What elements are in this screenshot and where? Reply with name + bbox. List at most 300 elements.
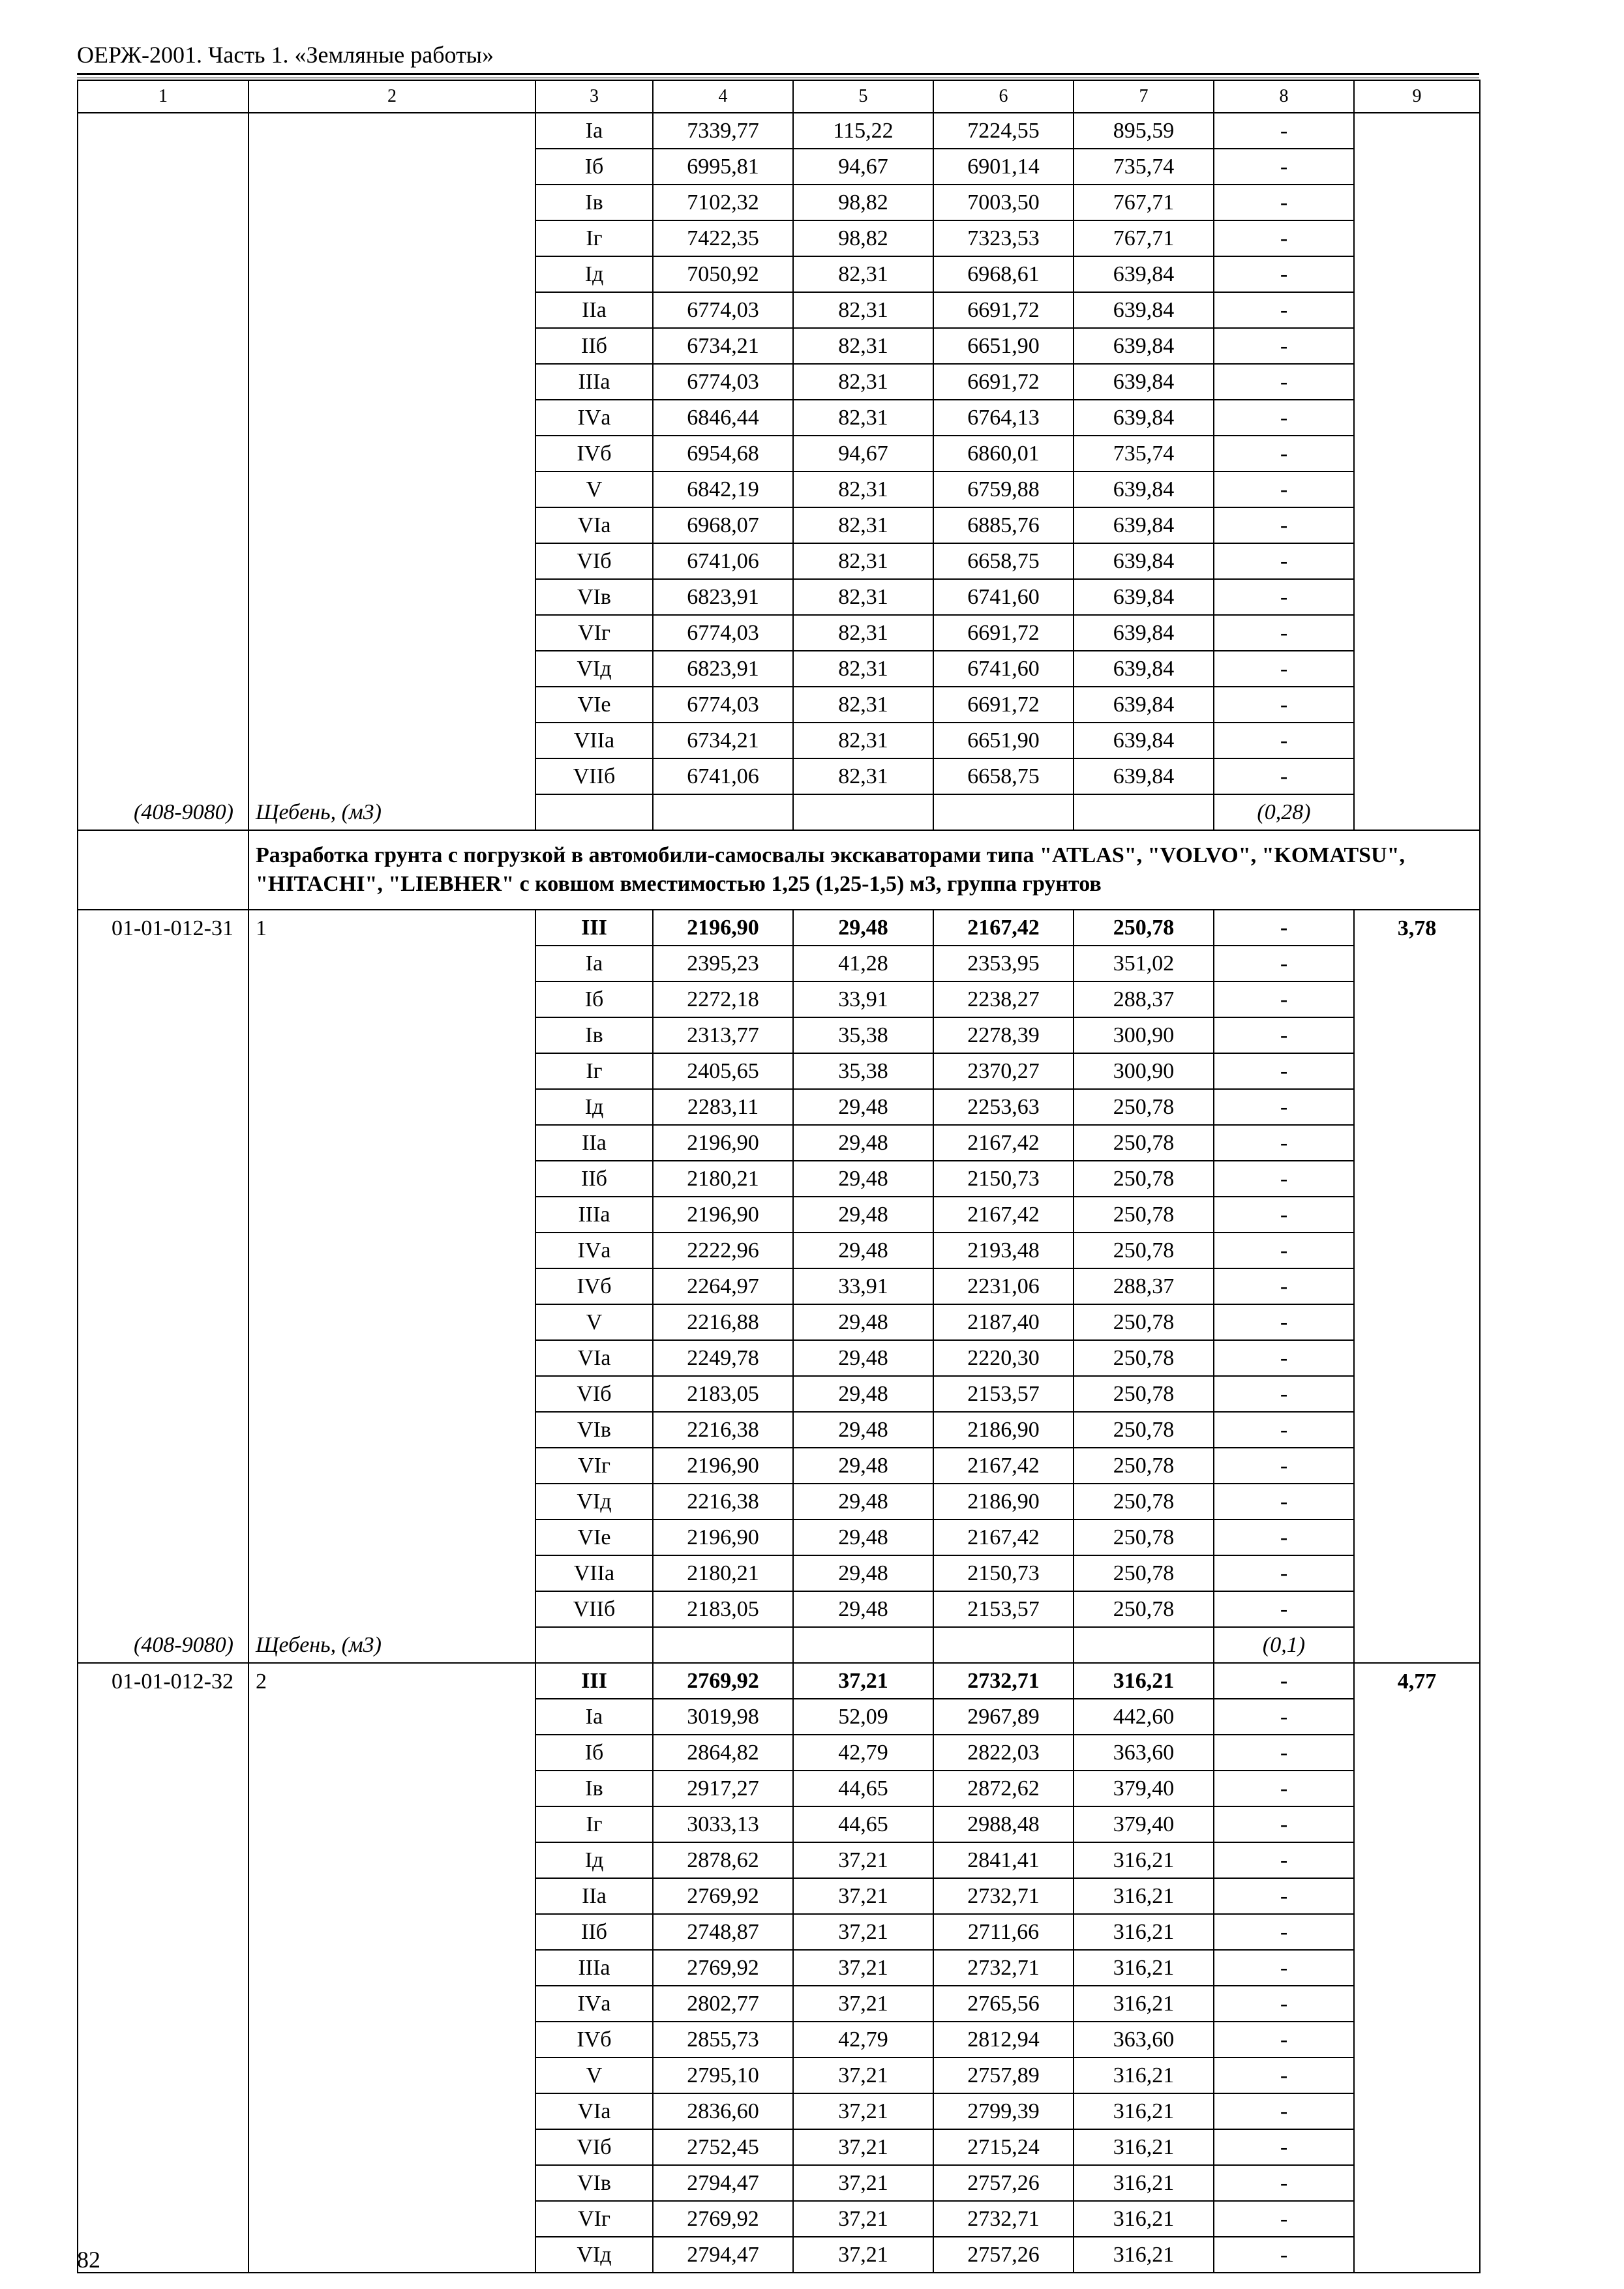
value-cell: 2841,41	[933, 1842, 1074, 1878]
code-cell	[78, 292, 248, 328]
section-title: Разработка грунта с погрузкой в автомобили-самосвалы экскаваторами типа "ATLAS", "VOLVO", "KOMATSU", "HITACHI", "LIEBHER" с ковшом вместимостью 1,25 (1,25-1,5) м3, группа грунтов	[248, 830, 1480, 910]
value-cell: 250,78	[1074, 1519, 1214, 1555]
value-cell: Iа	[535, 946, 653, 981]
value-cell: 2186,90	[933, 1484, 1074, 1519]
value-cell: 250,78	[1074, 910, 1214, 946]
code-cell	[78, 1448, 248, 1484]
value-cell: -	[1214, 1771, 1354, 1806]
col9-cell: 4,77	[1354, 1663, 1480, 1699]
value-cell: -	[1214, 723, 1354, 758]
col9-cell	[1354, 1304, 1480, 1340]
value-cell: 6968,07	[653, 507, 793, 543]
code-cell	[78, 256, 248, 292]
value-cell: -	[1214, 1484, 1354, 1519]
value-cell: -	[1214, 292, 1354, 328]
value-cell: 6774,03	[653, 615, 793, 651]
col9-cell	[1354, 1950, 1480, 1986]
table-row	[78, 2165, 1480, 2201]
value-cell: VIв	[535, 2165, 653, 2201]
value-cell: 52,09	[793, 1699, 933, 1735]
col9-cell	[1354, 149, 1480, 185]
value-cell: VIа	[535, 507, 653, 543]
value-cell: 82,31	[793, 364, 933, 400]
value-cell: -	[1214, 364, 1354, 400]
group-cell	[248, 1878, 535, 1914]
code-cell	[78, 1842, 248, 1878]
group-cell	[248, 687, 535, 723]
group-cell	[248, 1340, 535, 1376]
table-row	[78, 1161, 1480, 1197]
value-cell: 2196,90	[653, 1125, 793, 1161]
code-cell	[78, 185, 248, 220]
value-cell: -	[1214, 2165, 1354, 2201]
group-main-row	[78, 910, 1480, 946]
value-cell: 639,84	[1074, 687, 1214, 723]
value-cell: 250,78	[1074, 1161, 1214, 1197]
value-cell: 735,74	[1074, 149, 1214, 185]
value-cell: 29,48	[793, 1304, 933, 1340]
col9-cell	[1354, 2237, 1480, 2273]
group-cell	[248, 1950, 535, 1986]
table-row	[78, 1699, 1480, 1735]
value-cell: 6885,76	[933, 507, 1074, 543]
value-cell: 2872,62	[933, 1771, 1074, 1806]
group-cell	[248, 1735, 535, 1771]
group-cell	[248, 1161, 535, 1197]
value-cell: 6774,03	[653, 364, 793, 400]
value-cell: 82,31	[793, 507, 933, 543]
value-cell: 316,21	[1074, 1914, 1214, 1950]
table-row	[78, 1806, 1480, 1842]
value-cell: 2855,73	[653, 2022, 793, 2057]
value-cell: Iв	[535, 185, 653, 220]
value-cell: 7422,35	[653, 220, 793, 256]
table-row	[78, 2201, 1480, 2237]
value-cell: IVа	[535, 400, 653, 436]
group-cell	[248, 185, 535, 220]
col9-cell	[1354, 651, 1480, 687]
code-cell	[78, 543, 248, 579]
section-title-row	[78, 830, 1480, 910]
table-row	[78, 2093, 1480, 2129]
value-cell: 6842,19	[653, 471, 793, 507]
col9-cell	[1354, 1842, 1480, 1878]
col9-cell	[1354, 1053, 1480, 1089]
value-cell: IIа	[535, 292, 653, 328]
value-cell: 2249,78	[653, 1340, 793, 1376]
value-cell: 735,74	[1074, 436, 1214, 471]
value-cell: 2395,23	[653, 946, 793, 981]
table-row	[78, 615, 1480, 651]
code-cell: 01-01-012-32	[78, 1663, 248, 1699]
column-number-cell: 5	[793, 80, 933, 113]
value-cell: -	[1214, 2237, 1354, 2273]
value-cell: -	[1214, 1735, 1354, 1771]
value-cell: Iа	[535, 113, 653, 149]
value-cell: -	[1214, 1878, 1354, 1914]
value-cell: -	[1214, 1914, 1354, 1950]
col9-cell	[1354, 328, 1480, 364]
value-cell: 98,82	[793, 185, 933, 220]
value-cell: 6759,88	[933, 471, 1074, 507]
value-cell: 37,21	[793, 2165, 933, 2201]
group-cell	[248, 1304, 535, 1340]
value-cell: 7003,50	[933, 185, 1074, 220]
value-cell: -	[1214, 981, 1354, 1017]
value-cell: VIIб	[535, 758, 653, 794]
value-cell: 29,48	[793, 1519, 933, 1555]
value-cell: 6995,81	[653, 149, 793, 185]
value-cell: 6741,06	[653, 543, 793, 579]
table-row	[78, 1842, 1480, 1878]
value-cell: 82,31	[793, 651, 933, 687]
code-cell	[78, 2093, 248, 2129]
value-cell: 82,31	[793, 328, 933, 364]
value-cell: 316,21	[1074, 2165, 1214, 2201]
value-cell: 2769,92	[653, 1878, 793, 1914]
table-row	[78, 1089, 1480, 1125]
group-cell	[248, 1089, 535, 1125]
value-cell: 6734,21	[653, 328, 793, 364]
value-cell: 42,79	[793, 2022, 933, 2057]
group-cell	[248, 400, 535, 436]
table-row	[78, 1448, 1480, 1484]
table-row	[78, 1591, 1480, 1627]
value-cell: 2283,11	[653, 1089, 793, 1125]
value-cell: 2196,90	[653, 1197, 793, 1233]
code-cell	[78, 1125, 248, 1161]
value-cell: VIа	[535, 1340, 653, 1376]
group-cell	[248, 651, 535, 687]
value-cell: 2183,05	[653, 1376, 793, 1412]
value-cell: -	[1214, 1842, 1354, 1878]
code-cell	[78, 946, 248, 981]
value-cell: VIд	[535, 2237, 653, 2273]
value-cell: 98,82	[793, 220, 933, 256]
group-cell	[248, 1699, 535, 1735]
value-cell: -	[1214, 1519, 1354, 1555]
value-cell: 37,21	[793, 1950, 933, 1986]
col9-cell	[1354, 1197, 1480, 1233]
value-cell: IIб	[535, 328, 653, 364]
group-cell	[248, 2165, 535, 2201]
col9-cell	[1354, 2129, 1480, 2165]
value-cell: -	[1214, 1412, 1354, 1448]
value-cell: 2864,82	[653, 1735, 793, 1771]
code-cell	[78, 1233, 248, 1268]
value-cell: 82,31	[793, 723, 933, 758]
value-cell: 639,84	[1074, 328, 1214, 364]
value-cell: 639,84	[1074, 723, 1214, 758]
code-cell	[78, 1771, 248, 1806]
code-cell	[78, 1950, 248, 1986]
value-cell: 288,37	[1074, 981, 1214, 1017]
table-row	[78, 1914, 1480, 1950]
col9-cell	[1354, 2093, 1480, 2129]
value-cell: IIа	[535, 1878, 653, 1914]
value-cell: 2353,95	[933, 946, 1074, 981]
value-cell: 6901,14	[933, 149, 1074, 185]
group-cell	[248, 2093, 535, 2129]
group-cell	[248, 1197, 535, 1233]
group-cell	[248, 364, 535, 400]
group-cell	[248, 2129, 535, 2165]
value-cell: 2711,66	[933, 1914, 1074, 1950]
value-cell: 42,79	[793, 1735, 933, 1771]
code-cell	[78, 651, 248, 687]
empty-cell	[653, 1627, 793, 1663]
value-cell: Iд	[535, 256, 653, 292]
value-cell: -	[1214, 946, 1354, 981]
table-row	[78, 2022, 1480, 2057]
value-cell: III	[535, 910, 653, 946]
value-cell: 2167,42	[933, 910, 1074, 946]
col9-cell	[1354, 471, 1480, 507]
table-row	[78, 1017, 1480, 1053]
value-cell: Iб	[535, 1735, 653, 1771]
group-cell	[248, 436, 535, 471]
value-cell: 639,84	[1074, 256, 1214, 292]
value-cell: 2238,27	[933, 981, 1074, 1017]
value-cell: 250,78	[1074, 1125, 1214, 1161]
value-cell: -	[1214, 1555, 1354, 1591]
col9-cell	[1354, 1125, 1480, 1161]
empty-cell	[653, 794, 793, 830]
table-row	[78, 1233, 1480, 1268]
value-cell: 82,31	[793, 256, 933, 292]
group-cell	[248, 1233, 535, 1268]
value-cell: 37,21	[793, 1986, 933, 2022]
footnote-row	[78, 1627, 1480, 1663]
value-cell: 37,21	[793, 1842, 933, 1878]
value-cell: -	[1214, 2057, 1354, 2093]
group-cell	[248, 1986, 535, 2022]
value-cell: -	[1214, 113, 1354, 149]
empty-cell	[793, 1627, 933, 1663]
value-cell: 250,78	[1074, 1412, 1214, 1448]
table-row	[78, 1304, 1480, 1340]
value-cell: 300,90	[1074, 1053, 1214, 1089]
value-cell: 6823,91	[653, 651, 793, 687]
value-cell: 250,78	[1074, 1089, 1214, 1125]
value-cell: -	[1214, 1806, 1354, 1842]
group-cell	[248, 256, 535, 292]
code-cell	[78, 579, 248, 615]
value-cell: -	[1214, 436, 1354, 471]
value-cell: -	[1214, 910, 1354, 946]
value-cell: 6741,60	[933, 579, 1074, 615]
table-row	[78, 1735, 1480, 1771]
value-cell: 7323,53	[933, 220, 1074, 256]
table-row	[78, 579, 1480, 615]
value-cell: 2799,39	[933, 2093, 1074, 2129]
value-cell: Iд	[535, 1089, 653, 1125]
value-cell: 300,90	[1074, 1017, 1214, 1053]
value-cell: 2167,42	[933, 1448, 1074, 1484]
value-cell: 2253,63	[933, 1089, 1074, 1125]
value-cell: 250,78	[1074, 1340, 1214, 1376]
group-cell: 2	[248, 1663, 535, 1699]
value-cell: VIе	[535, 687, 653, 723]
value-cell: IVб	[535, 2022, 653, 2057]
code-cell	[78, 1735, 248, 1771]
value-cell: 29,48	[793, 1448, 933, 1484]
col9-cell	[1354, 2022, 1480, 2057]
table-row	[78, 113, 1480, 149]
value-cell: IVб	[535, 436, 653, 471]
table-row	[78, 436, 1480, 471]
table-row	[78, 507, 1480, 543]
value-cell: 94,67	[793, 149, 933, 185]
value-cell: 44,65	[793, 1806, 933, 1842]
value-cell: 33,91	[793, 1268, 933, 1304]
page-number: 82	[77, 2247, 100, 2273]
value-cell: -	[1214, 149, 1354, 185]
col9-cell	[1354, 1089, 1480, 1125]
value-cell: -	[1214, 2022, 1354, 2057]
value-cell: 3033,13	[653, 1806, 793, 1842]
value-cell: 2967,89	[933, 1699, 1074, 1735]
value-cell: 639,84	[1074, 579, 1214, 615]
value-cell: 37,21	[793, 2093, 933, 2129]
group-cell: 1	[248, 910, 535, 946]
value-cell: Iб	[535, 981, 653, 1017]
col9-cell	[1354, 2057, 1480, 2093]
table-row	[78, 687, 1480, 723]
value-cell: 2405,65	[653, 1053, 793, 1089]
value-cell: IIIа	[535, 1197, 653, 1233]
value-cell: 639,84	[1074, 758, 1214, 794]
value-cell: 6691,72	[933, 364, 1074, 400]
value-cell: 2794,47	[653, 2165, 793, 2201]
value-cell: 2216,88	[653, 1304, 793, 1340]
table-row	[78, 946, 1480, 981]
code-cell	[78, 220, 248, 256]
code-cell: 01-01-012-31	[78, 910, 248, 946]
value-cell: 6691,72	[933, 615, 1074, 651]
group-cell	[248, 1484, 535, 1519]
value-cell: 2231,06	[933, 1268, 1074, 1304]
group-cell	[248, 1591, 535, 1627]
value-cell: 2732,71	[933, 1950, 1074, 1986]
group-cell	[248, 1376, 535, 1412]
value-cell: -	[1214, 687, 1354, 723]
value-cell: 2167,42	[933, 1519, 1074, 1555]
value-cell: 35,38	[793, 1053, 933, 1089]
value-cell: 2752,45	[653, 2129, 793, 2165]
group-cell	[248, 471, 535, 507]
col9-cell	[1354, 1412, 1480, 1448]
value-cell: IIб	[535, 1161, 653, 1197]
value-cell: VIе	[535, 1519, 653, 1555]
value-cell: 639,84	[1074, 651, 1214, 687]
value-cell: 2216,38	[653, 1484, 793, 1519]
value-cell: 442,60	[1074, 1699, 1214, 1735]
column-number-cell: 2	[248, 80, 535, 113]
value-cell: 351,02	[1074, 946, 1214, 981]
code-cell	[78, 1376, 248, 1412]
empty-cell	[535, 794, 653, 830]
value-cell: VIд	[535, 651, 653, 687]
value-cell: 29,48	[793, 1376, 933, 1412]
group-cell	[248, 1412, 535, 1448]
value-cell: -	[1214, 400, 1354, 436]
group-cell	[248, 2237, 535, 2273]
value-cell: IVб	[535, 1268, 653, 1304]
value-cell: 82,31	[793, 687, 933, 723]
group-cell	[248, 292, 535, 328]
footnote-value: (0,28)	[1214, 794, 1354, 830]
value-cell: Iг	[535, 220, 653, 256]
value-cell: Iа	[535, 1699, 653, 1735]
group-cell	[248, 1771, 535, 1806]
column-number-cell: 9	[1354, 80, 1480, 113]
group-cell	[248, 543, 535, 579]
value-cell: -	[1214, 328, 1354, 364]
col9-cell	[1354, 1771, 1480, 1806]
value-cell: 639,84	[1074, 364, 1214, 400]
value-cell: 6741,60	[933, 651, 1074, 687]
value-cell: 6658,75	[933, 758, 1074, 794]
value-cell: 37,21	[793, 2237, 933, 2273]
value-cell: -	[1214, 1950, 1354, 1986]
group-cell	[248, 1448, 535, 1484]
col9-cell	[1354, 2201, 1480, 2237]
value-cell: 82,31	[793, 579, 933, 615]
table-row	[78, 1555, 1480, 1591]
code-cell	[78, 1519, 248, 1555]
group-cell	[248, 1053, 535, 1089]
value-cell: 316,21	[1074, 2129, 1214, 2165]
code-cell	[78, 113, 248, 149]
col9-cell	[1354, 1986, 1480, 2022]
value-cell: 316,21	[1074, 1842, 1214, 1878]
table-row	[78, 723, 1480, 758]
value-cell: IIIа	[535, 364, 653, 400]
empty-cell	[1354, 1627, 1480, 1663]
col9-cell	[1354, 220, 1480, 256]
value-cell: 2167,42	[933, 1197, 1074, 1233]
page-header-title: ОЕРЖ-2001. Часть 1. «Земляные работы»	[77, 42, 494, 68]
value-cell: 379,40	[1074, 1806, 1214, 1842]
value-cell: 639,84	[1074, 543, 1214, 579]
code-cell	[78, 2022, 248, 2057]
value-cell: 767,71	[1074, 220, 1214, 256]
value-cell: 2769,92	[653, 1950, 793, 1986]
table-row	[78, 2129, 1480, 2165]
value-cell: 2264,97	[653, 1268, 793, 1304]
value-cell: -	[1214, 1663, 1354, 1699]
value-cell: 250,78	[1074, 1555, 1214, 1591]
code-cell	[78, 1161, 248, 1197]
value-cell: 2757,26	[933, 2237, 1074, 2273]
code-cell	[78, 2165, 248, 2201]
value-cell: 2370,27	[933, 1053, 1074, 1089]
table-row	[78, 651, 1480, 687]
value-cell: 6651,90	[933, 723, 1074, 758]
col9-cell	[1354, 1340, 1480, 1376]
value-cell: 250,78	[1074, 1376, 1214, 1412]
value-cell: -	[1214, 1591, 1354, 1627]
value-cell: 2988,48	[933, 1806, 1074, 1842]
value-cell: VIб	[535, 543, 653, 579]
value-cell: 7339,77	[653, 113, 793, 149]
value-cell: 2153,57	[933, 1591, 1074, 1627]
value-cell: 29,48	[793, 1089, 933, 1125]
value-cell: 639,84	[1074, 615, 1214, 651]
price-table	[77, 80, 1481, 2273]
value-cell: 94,67	[793, 436, 933, 471]
